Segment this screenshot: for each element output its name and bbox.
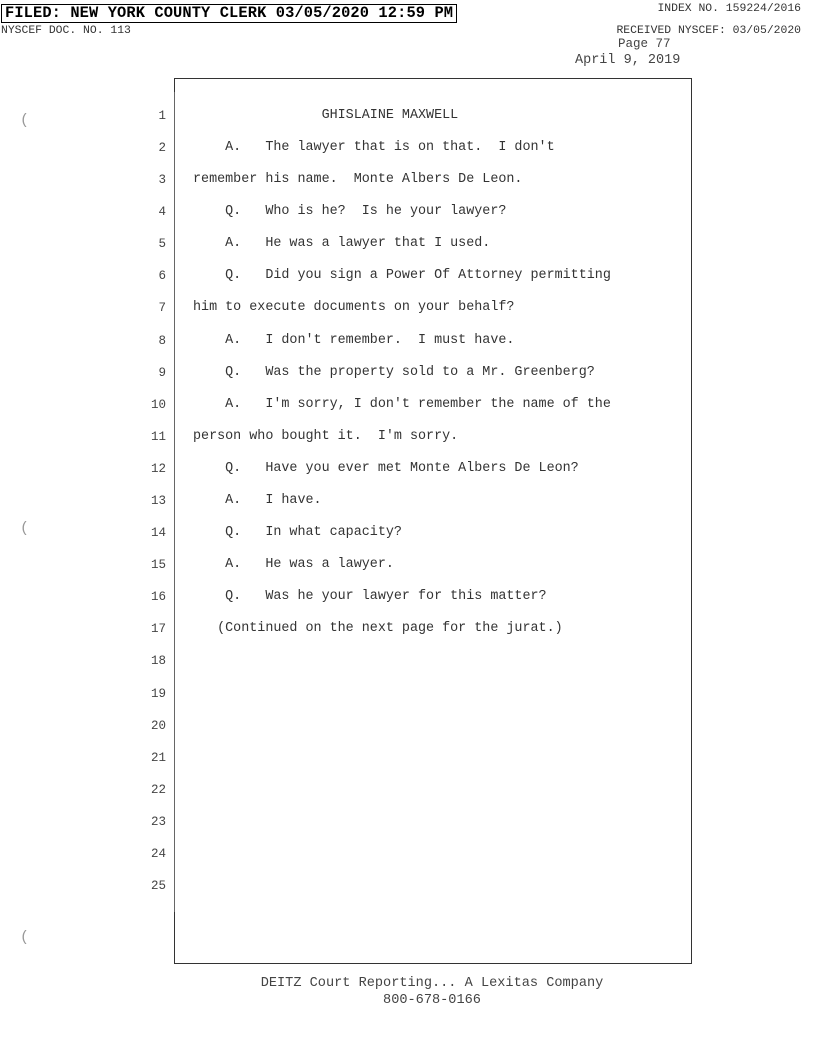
line-number-divider: [174, 92, 175, 912]
line-number: 3: [158, 173, 166, 187]
line-number: 14: [150, 526, 166, 540]
transcript-line: GHISLAINE MAXWELL: [193, 108, 459, 123]
line-number: 19: [150, 687, 166, 701]
line-number: 11: [150, 430, 166, 444]
line-number: 10: [150, 398, 166, 412]
transcript-line: Q. Who is he? Is he your lawyer?: [193, 204, 507, 219]
transcript-line: Q. Was the property sold to a Mr. Greenberg?: [193, 365, 595, 380]
transcript-line: Q. Have you ever met Monte Albers De Leon?: [193, 461, 579, 476]
line-number: 25: [150, 879, 166, 893]
reporter-company: DEITZ Court Reporting... A Lexitas Company: [260, 976, 604, 991]
line-number: 6: [158, 269, 166, 283]
line-number: 17: [150, 622, 166, 636]
line-number: 7: [158, 301, 166, 315]
transcript-line: person who bought it. I'm sorry.: [193, 429, 459, 444]
transcript-line: A. I don't remember. I must have.: [193, 333, 515, 348]
page-number: Page 77: [618, 37, 671, 51]
line-number: 9: [158, 366, 166, 380]
margin-punch-mark: (: [20, 520, 30, 537]
line-number: 24: [150, 847, 166, 861]
transcript-line: (Continued on the next page for the jurat.): [193, 621, 563, 636]
margin-punch-mark: (: [20, 112, 30, 129]
line-number: 4: [158, 205, 166, 219]
line-number: 18: [150, 654, 166, 668]
line-number: 23: [150, 815, 166, 829]
transcript-line: remember his name. Monte Albers De Leon.: [193, 172, 523, 187]
transcript-line: A. I have.: [193, 493, 322, 508]
transcript-line: him to execute documents on your behalf?: [193, 300, 515, 315]
line-number: 12: [150, 462, 166, 476]
transcript-line: A. He was a lawyer that I used.: [193, 236, 491, 251]
transcript-line: Q. In what capacity?: [193, 525, 402, 540]
received-stamp: RECEIVED NYSCEF: 03/05/2020: [616, 25, 801, 37]
deposition-date: April 9, 2019: [575, 53, 681, 68]
line-number: 15: [150, 558, 166, 572]
index-number: INDEX NO. 159224/2016: [657, 3, 801, 15]
transcript-line: Q. Was he your lawyer for this matter?: [193, 589, 547, 604]
line-number: 13: [150, 494, 166, 508]
transcript-line: A. He was a lawyer.: [193, 557, 394, 572]
transcript-line: Q. Did you sign a Power Of Attorney permitting: [193, 268, 611, 283]
line-number: 21: [150, 751, 166, 765]
line-number: 5: [158, 237, 166, 251]
line-number: 22: [150, 783, 166, 797]
line-number: 20: [150, 719, 166, 733]
nyscef-doc-number: NYSCEF DOC. NO. 113: [1, 25, 131, 37]
filed-stamp: FILED: NEW YORK COUNTY CLERK 03/05/2020 12:59 PM: [1, 4, 457, 23]
line-number: 2: [158, 141, 166, 155]
transcript-line: A. I'm sorry, I don't remember the name of the: [193, 397, 611, 412]
transcript-line: A. The lawyer that is on that. I don't: [193, 140, 555, 155]
margin-punch-mark: (: [20, 929, 30, 946]
line-number: 1: [158, 109, 166, 123]
line-number: 16: [150, 590, 166, 604]
line-number: 8: [158, 334, 166, 348]
reporter-phone: 800-678-0166: [383, 993, 481, 1008]
